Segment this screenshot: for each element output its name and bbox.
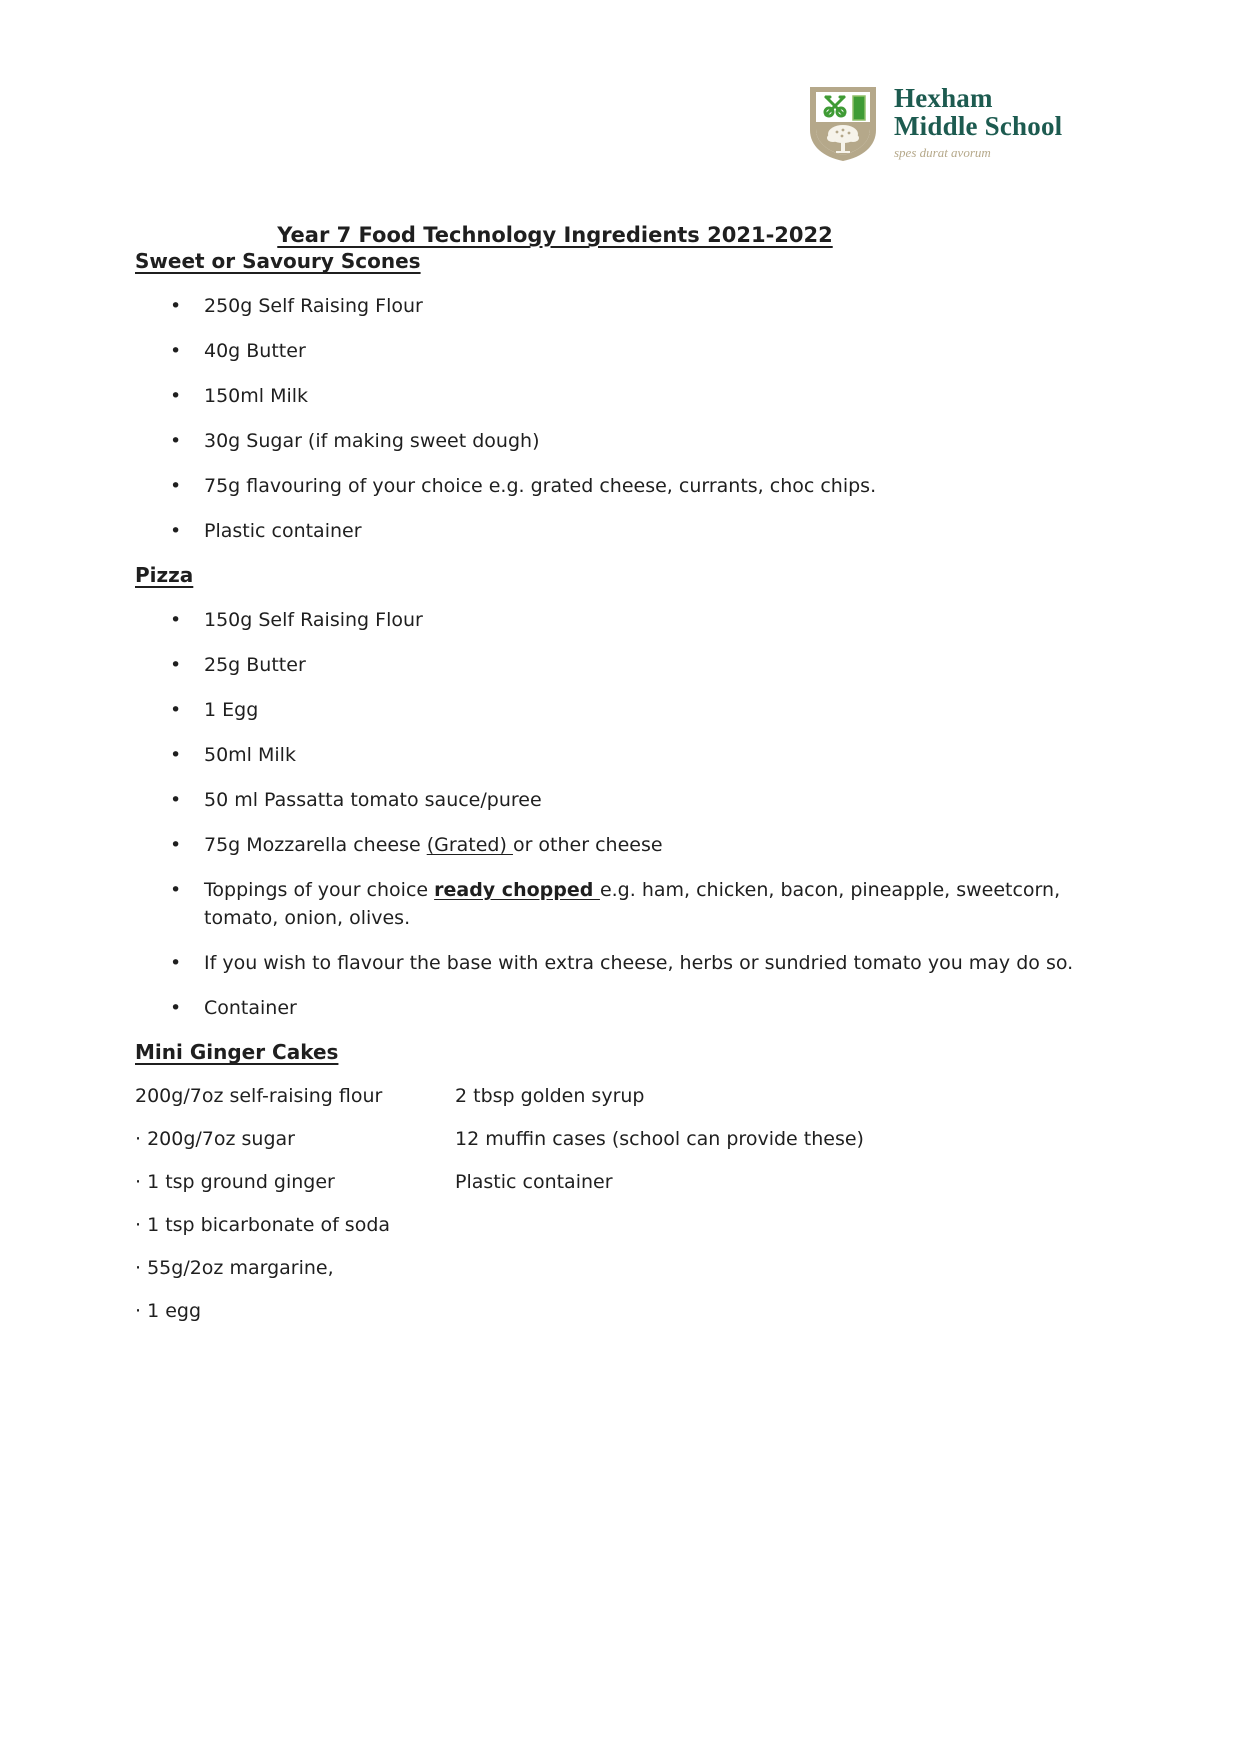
ingredient-left: · 200g/7oz sugar [135,1128,295,1150]
table-row [135,1083,1110,1109]
ingredient-text [204,831,1104,859]
table-row [135,1126,1110,1152]
ingredient-text-segment: Toppings of your choice [204,879,435,901]
table-row [135,1212,1110,1238]
bullet-icon: • [170,609,182,631]
list-item [135,994,1110,1022]
ingredient-text: 150g Self Raising Flour [204,609,423,631]
list-item [135,472,1110,500]
bullet-icon: • [170,834,182,856]
school-name-block [894,84,1062,161]
bullet-icon: • [170,520,182,542]
ingredient-right: 12 muffin cases (school can provide these) [455,1128,864,1150]
bullet-icon: • [170,340,182,362]
ingredient-text: 30g Sugar (if making sweet dough) [204,430,540,452]
ingredient-right [455,1212,1110,1238]
ingredient-left: · 1 tsp ground ginger [135,1171,335,1193]
ingredient-left: · 1 tsp bicarbonate of soda [135,1214,391,1236]
ingredient-text: 50ml Milk [204,744,296,766]
ingredient-text-underlined: (Grated) [426,834,513,856]
bullet-icon: • [170,699,182,721]
ingredient-text: If you wish to flavour the base with extra cheese, herbs or sundried tomato you may do so. [204,952,1074,974]
list-item [135,651,1110,679]
pizza-ingredient-list [135,606,1110,1022]
school-name-line1: Hexham [894,83,993,113]
ingredient-text-segment: or other cheese [512,834,663,856]
ingredient-right [455,1298,1110,1324]
list-item [135,786,1110,814]
document-content [135,222,1110,1341]
ingredient-right: 2 tbsp golden syrup [455,1085,645,1107]
list-item [135,337,1110,365]
ingredient-right: Plastic container [455,1171,613,1193]
list-item [135,696,1110,724]
list-item [135,949,1110,977]
page-title: Year 7 Food Technology Ingredients 2021-2022 [277,223,833,247]
ingredient-left: · 55g/2oz margarine, [135,1257,334,1279]
list-item [135,427,1110,455]
list-item [135,606,1110,634]
bullet-icon: • [170,654,182,676]
school-motto: spes durat avorum [894,145,991,160]
ginger-cakes-ingredient-table [135,1083,1110,1324]
ingredient-text: 50 ml Passatta tomato sauce/puree [204,789,542,811]
bullet-icon: • [170,952,182,974]
list-item [135,517,1110,545]
school-name-line2: Middle School [894,111,1063,141]
bullet-icon: • [170,744,182,766]
table-row [135,1298,1110,1324]
ingredient-text: 150ml Milk [204,385,309,407]
bullet-icon: • [170,295,182,317]
bullet-icon: • [170,430,182,452]
bullet-icon: • [170,997,182,1019]
list-item [135,382,1110,410]
ingredient-text: 250g Self Raising Flour [204,295,423,317]
table-row [135,1255,1110,1281]
ingredient-left: · 1 egg [135,1300,202,1322]
list-item [135,741,1110,769]
ingredient-text: 25g Butter [204,654,306,676]
list-item [135,876,1110,932]
school-logo [806,84,1062,164]
list-item [135,831,1110,859]
ingredient-text: Plastic container [204,520,362,542]
school-crest-icon [806,84,880,164]
ingredient-text-bold-underlined: ready chopped [434,879,600,901]
list-item [135,292,1110,320]
bullet-icon: • [170,789,182,811]
ingredient-left: 200g/7oz self-raising flour [135,1085,383,1107]
bullet-icon: • [170,879,182,901]
scones-ingredient-list [135,292,1110,545]
ingredient-text-segment: e.g. ham, chicken, bacon, pineapple, sweetcorn, tomato, onion, olives. [204,879,1061,929]
bullet-icon: • [170,475,182,497]
heading-pizza: Pizza [135,563,194,587]
heading-scones: Sweet or Savoury Scones [135,249,421,273]
bullet-icon: • [170,385,182,407]
ingredient-text: Container [204,997,297,1019]
ingredient-text: 1 Egg [204,699,259,721]
table-row [135,1169,1110,1195]
ingredient-text: 75g flavouring of your choice e.g. grated cheese, currants, choc chips. [204,475,877,497]
ingredient-right [455,1255,1110,1281]
heading-ginger-cakes: Mini Ginger Cakes [135,1040,339,1064]
ingredient-text [204,876,1104,932]
ingredient-text-segment: 75g Mozzarella cheese [204,834,427,856]
ingredient-text: 40g Butter [204,340,306,362]
